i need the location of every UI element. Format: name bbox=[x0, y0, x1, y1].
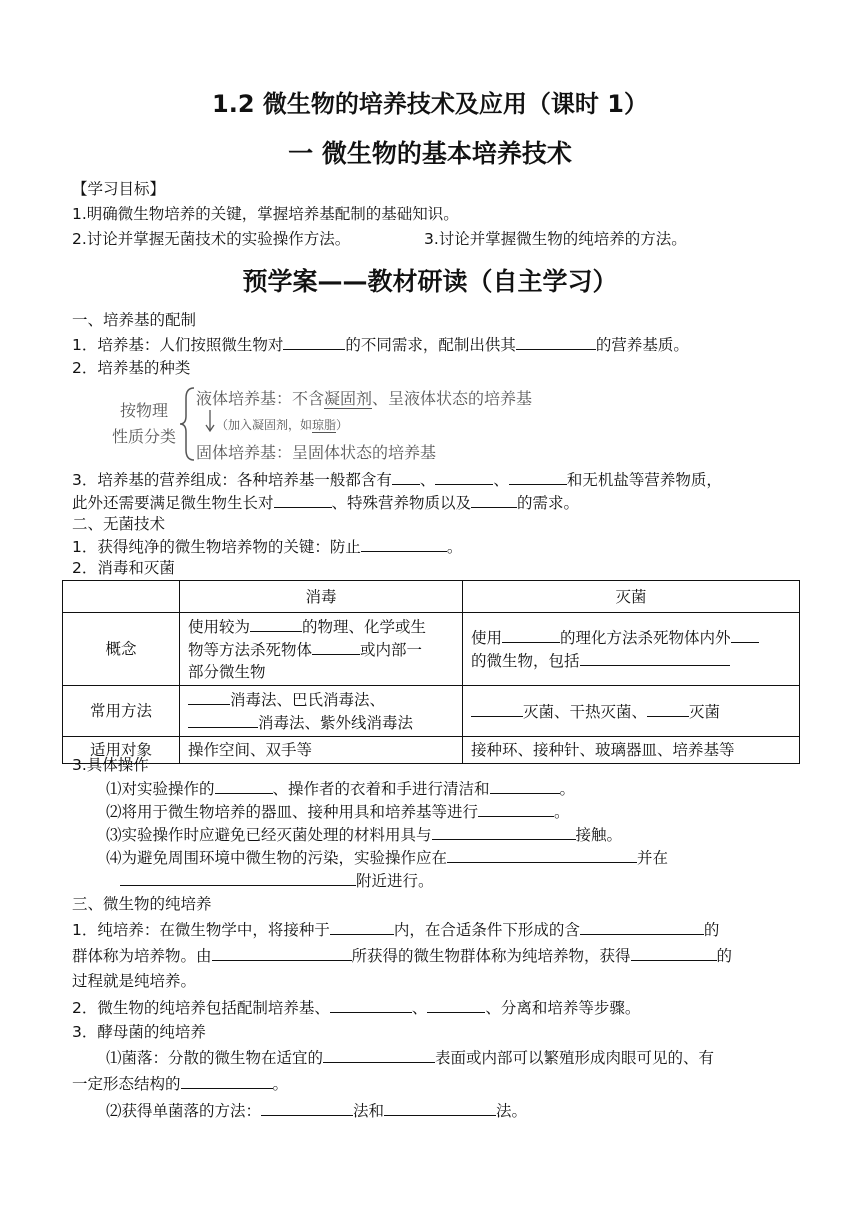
text: 部分微生物 bbox=[188, 663, 266, 681]
table-cell bbox=[63, 581, 180, 613]
text: 灭菌 bbox=[689, 702, 721, 721]
text: 的 bbox=[703, 921, 720, 939]
blank[interactable] bbox=[490, 777, 560, 794]
section1-heading: 一、培养基的配制 bbox=[72, 311, 197, 329]
blank[interactable] bbox=[384, 1099, 496, 1116]
table-row bbox=[63, 613, 800, 686]
methods-disinfect-cell bbox=[180, 686, 463, 737]
medium-classification-diagram bbox=[112, 384, 558, 464]
blank[interactable] bbox=[215, 777, 273, 794]
section2-q3: 3.具体操作 bbox=[72, 756, 149, 774]
blank[interactable] bbox=[188, 688, 230, 705]
text: 接触。 bbox=[575, 826, 623, 844]
arrow-down-icon bbox=[204, 410, 216, 434]
blank[interactable] bbox=[502, 626, 560, 643]
blank[interactable] bbox=[330, 918, 394, 935]
blank[interactable] bbox=[274, 491, 332, 508]
blank[interactable] bbox=[392, 468, 420, 485]
text: 液体培养基：不含 bbox=[196, 389, 325, 408]
text: 。 bbox=[559, 780, 576, 798]
text: ⑵将用于微生物培养的器皿、接种用具和培养基等进行 bbox=[106, 803, 479, 821]
diagram-side-label-1: 按物理 bbox=[120, 401, 169, 420]
table-header-disinfect: 消毒 bbox=[180, 581, 463, 613]
operation-4-line2 bbox=[120, 869, 434, 892]
section3-q1-line1 bbox=[72, 918, 719, 941]
blank[interactable] bbox=[435, 468, 493, 485]
preview-title: 预学案——教材研读（自主学习） bbox=[242, 267, 618, 296]
text: ⑴菌落：分散的微生物在适宜的 bbox=[106, 1049, 324, 1067]
blank[interactable] bbox=[120, 869, 356, 886]
text: 2．微生物的纯培养包括配制培养基、 bbox=[72, 999, 330, 1017]
text: 的微生物，包括 bbox=[471, 652, 580, 670]
text: 1．培养基：人们按照微生物对 bbox=[72, 336, 284, 354]
text: 1．获得纯净的微生物培养物的关键：防止 bbox=[72, 538, 361, 556]
operation-1 bbox=[106, 777, 575, 800]
text: 消毒法、巴氏消毒法、 bbox=[230, 691, 386, 709]
blank[interactable] bbox=[447, 846, 637, 863]
text: 。 bbox=[446, 538, 463, 556]
blank[interactable] bbox=[580, 918, 704, 935]
section3-q1-line3: 过程就是纯培养。 bbox=[72, 972, 197, 990]
text: 物等方法杀死物体 bbox=[188, 641, 313, 659]
text: 、操作者的衣着和手进行清洁和 bbox=[272, 780, 490, 798]
text: 的 bbox=[716, 947, 733, 965]
text: 、 bbox=[493, 471, 509, 489]
concept-sterilize-cell bbox=[463, 613, 800, 686]
table-row bbox=[63, 581, 800, 613]
blank[interactable] bbox=[212, 944, 352, 961]
text: 灭菌、干热灭菌、 bbox=[523, 702, 648, 721]
text: 或内部一 bbox=[360, 641, 423, 659]
text: 。 bbox=[272, 1075, 289, 1093]
text: 群体称为培养物。由 bbox=[72, 947, 212, 965]
concept-disinfect-cell bbox=[180, 613, 463, 686]
operation-4 bbox=[106, 846, 668, 869]
text: 、 bbox=[419, 471, 436, 489]
blank[interactable] bbox=[478, 800, 554, 817]
text: 表面或内部可以繁殖形成肉眼可见的、有 bbox=[435, 1049, 715, 1067]
text: 3．培养基的营养组成：各种培养基一般都含有 bbox=[72, 471, 392, 489]
text: 消毒法、紫外线消毒法 bbox=[258, 714, 414, 732]
objective-2: 2.讨论并掌握无菌技术的实验操作方法。 bbox=[72, 230, 351, 248]
text: 的物理、化学或生 bbox=[302, 618, 427, 636]
text: ） bbox=[336, 418, 349, 432]
section2-q1 bbox=[72, 535, 462, 558]
text: 的理化方法杀死物体内外 bbox=[560, 629, 731, 647]
underlined-text: 琼脂 bbox=[312, 418, 337, 432]
text: 所获得的微生物群体称为纯培养物，获得 bbox=[351, 947, 631, 965]
blank[interactable] bbox=[471, 491, 517, 508]
document-title: 1.2 微生物的培养技术及应用（课时 1） bbox=[212, 90, 648, 118]
blank[interactable] bbox=[261, 1099, 353, 1116]
blank[interactable] bbox=[188, 711, 258, 728]
section2-heading: 二、无菌技术 bbox=[72, 515, 166, 533]
objective-1: 1.明确微生物培养的关键，掌握培养基配制的基础知识。 bbox=[72, 205, 459, 223]
section2-q2: 2．消毒和灭菌 bbox=[72, 559, 175, 577]
text: 的不同需求，配制出供其 bbox=[345, 336, 516, 354]
text: 、特殊营养物质以及 bbox=[331, 494, 472, 512]
disinfection-sterilization-table bbox=[62, 580, 800, 764]
text: ⑵获得单菌落的方法： bbox=[106, 1102, 262, 1120]
text: 1．纯培养：在微生物学中，将接种于 bbox=[72, 921, 330, 939]
table-header-sterilize: 灭菌 bbox=[463, 581, 800, 613]
section1-q2: 2．培养基的种类 bbox=[72, 359, 191, 377]
colony-definition bbox=[106, 1046, 714, 1069]
blank[interactable] bbox=[323, 1046, 435, 1063]
section3-q3: 3．酵母菌的纯培养 bbox=[72, 1023, 206, 1041]
text: 、 bbox=[411, 999, 428, 1017]
solid-medium: 固体培养基：呈固体状态的培养基 bbox=[196, 443, 437, 462]
text: 此外还需要满足微生物生长对 bbox=[72, 494, 274, 512]
blank[interactable] bbox=[427, 996, 485, 1013]
blank[interactable] bbox=[631, 944, 717, 961]
objects-disinfect-cell: 操作空间、双手等 bbox=[180, 737, 463, 764]
blank[interactable] bbox=[312, 638, 360, 655]
text: ⑷为避免周围环境中微生物的污染，实验操作应在 bbox=[106, 849, 448, 867]
text: 的营养基质。 bbox=[595, 336, 689, 354]
text: 法和 bbox=[353, 1102, 385, 1120]
single-colony-methods bbox=[106, 1099, 527, 1122]
text: 附近进行。 bbox=[356, 872, 434, 890]
text: 法。 bbox=[496, 1102, 528, 1120]
text: 的需求。 bbox=[517, 494, 580, 512]
text: ⑴对实验操作的 bbox=[106, 780, 215, 798]
text: 内，在合适条件下形成的含 bbox=[393, 921, 580, 939]
blank[interactable] bbox=[283, 333, 345, 350]
row-label-objects: 适用对象 bbox=[63, 737, 180, 764]
section1-q3-line1 bbox=[72, 468, 722, 491]
text: 和无机盐等营养物质， bbox=[566, 471, 722, 489]
text: 一定形态结构的 bbox=[72, 1075, 181, 1093]
document-subtitle: 一 微生物的基本培养技术 bbox=[288, 139, 572, 168]
section1-q1 bbox=[72, 333, 689, 356]
objective-3: 3.讨论并掌握微生物的纯培养的方法。 bbox=[424, 230, 687, 248]
text: （加入凝固剂，如 bbox=[216, 418, 313, 432]
text: 使用较为 bbox=[188, 618, 251, 636]
row-label-methods: 常用方法 bbox=[63, 686, 180, 737]
text: 、分离和培养等步骤。 bbox=[485, 999, 641, 1017]
colony-definition-line2 bbox=[72, 1072, 288, 1095]
text: 并在 bbox=[637, 849, 669, 867]
table-row bbox=[63, 737, 800, 764]
blank[interactable] bbox=[361, 535, 447, 552]
methods-sterilize-cell bbox=[463, 686, 800, 737]
liquid-medium bbox=[196, 386, 532, 409]
operation-3 bbox=[106, 823, 622, 846]
section1-q3-line2 bbox=[72, 491, 579, 514]
section3-heading: 三、微生物的纯培养 bbox=[72, 895, 212, 913]
text: 。 bbox=[554, 803, 570, 821]
blank[interactable] bbox=[580, 649, 730, 666]
blank[interactable] bbox=[181, 1072, 273, 1089]
table-row bbox=[63, 686, 800, 737]
diagram-side-label-2: 性质分类 bbox=[112, 427, 177, 446]
section3-q1-line2 bbox=[72, 944, 732, 967]
blank[interactable] bbox=[250, 615, 302, 632]
blank[interactable] bbox=[330, 996, 412, 1013]
blank[interactable] bbox=[509, 468, 567, 485]
underlined-text: 凝固剂 bbox=[324, 389, 373, 408]
objects-sterilize-cell: 接种环、接种针、玻璃器皿、培养基等 bbox=[463, 737, 800, 764]
text: 、呈液体状态的培养基 bbox=[372, 389, 533, 408]
section3-q2 bbox=[72, 996, 640, 1019]
objectives-heading: 【学习目标】 bbox=[72, 180, 166, 198]
row-label-concept: 概念 bbox=[63, 613, 180, 686]
text: 使用 bbox=[471, 629, 503, 647]
text: ⑶实验操作时应避免已经灭菌处理的材料用具与 bbox=[106, 826, 432, 844]
blank[interactable] bbox=[432, 823, 576, 840]
operation-2 bbox=[106, 800, 570, 823]
arrow-note bbox=[216, 416, 348, 433]
blank[interactable] bbox=[731, 626, 759, 643]
blank[interactable] bbox=[516, 333, 596, 350]
blank[interactable] bbox=[471, 700, 523, 717]
blank[interactable] bbox=[647, 700, 689, 717]
